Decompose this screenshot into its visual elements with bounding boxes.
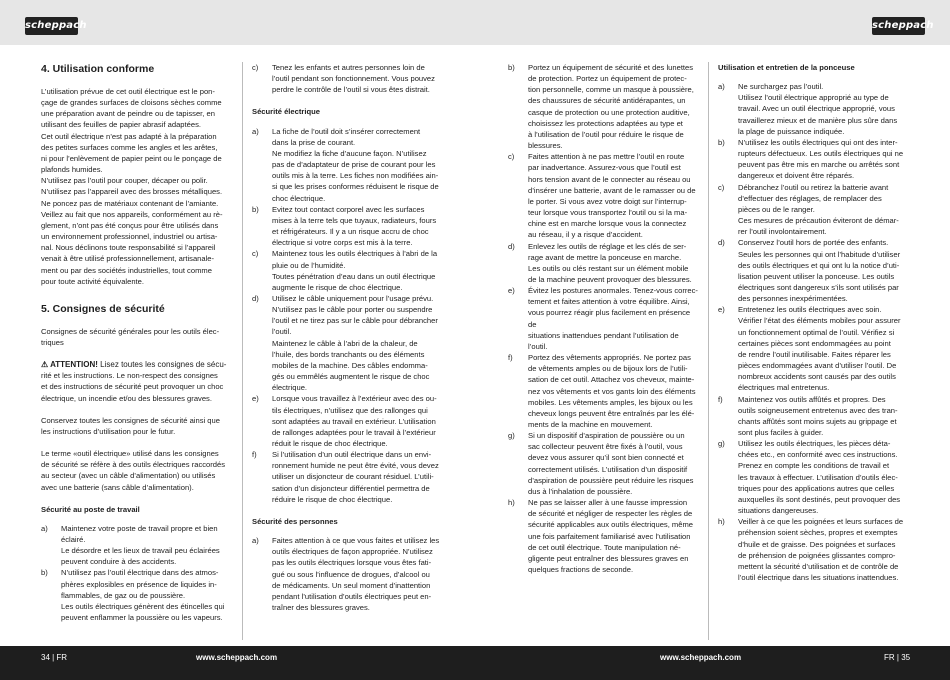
list-marker: d) xyxy=(508,241,515,251)
text-line: choisissez les protections adaptées au type et xyxy=(528,118,683,128)
text-line: de vêtements amples ou de bijoux lors de l’utili- xyxy=(528,364,688,374)
list-item xyxy=(508,241,700,286)
list-marker: b) xyxy=(718,137,725,147)
text-line: au réseau, il y a risque d’accident. xyxy=(528,230,643,240)
text-line: Les outils électriques génèrent des étincelles qui xyxy=(61,601,225,611)
text-line: sation de cet outil. Attachez vos cheveux, mainte- xyxy=(528,375,695,385)
list-item xyxy=(508,285,700,352)
text-line: peuvent pas être mis en marche ou arrêtés sont xyxy=(738,160,900,170)
text-line: travail. Avec un outil électrique approprié, vous xyxy=(738,104,895,114)
text-line: Ne pas se laisser aller à une fausse impression xyxy=(528,498,688,508)
text-line: des outils électriques et qui ont lu la notice d’uti- xyxy=(738,260,900,270)
text-line: de protection. Portez un équipement de protec- xyxy=(528,74,687,84)
text-line: plafonds humides. xyxy=(41,165,103,175)
list-item-text xyxy=(272,535,444,613)
text-line: nez vos vêtements et vos gants loin des éléments xyxy=(528,386,696,396)
list-item xyxy=(252,393,444,449)
warning-text: Lisez toutes les consignes de sécu- xyxy=(97,360,227,370)
text-line: Prenez en compte les conditions de travail et xyxy=(738,461,890,471)
text-line: pièces ou de le ranger. xyxy=(738,204,815,214)
page-number-left: 34 | FR xyxy=(41,653,68,662)
list-item-text xyxy=(272,393,444,449)
list-marker: f) xyxy=(252,450,257,460)
text-line: Maintenez votre poste de travail propre et bien xyxy=(61,523,218,533)
spacer xyxy=(41,348,233,359)
text-line: de la machine peuvent provoquer des blessures. xyxy=(528,274,692,284)
list-item xyxy=(718,182,910,238)
list-item-text xyxy=(528,430,700,497)
text-line: La fiche de l’outil doit s’insérer correctement xyxy=(272,126,421,136)
list-item-text xyxy=(528,151,700,240)
text-line: les instructions d’utilisation pour le futur. xyxy=(41,426,176,436)
text-line: le porter. Si vous avez votre doigt sur l’interrup- xyxy=(528,196,687,206)
text-line: N’utilisez pas l’appareil avec des brosses métalliques. xyxy=(41,187,223,197)
list-marker: f) xyxy=(508,353,513,363)
text-line: éclairé. xyxy=(61,535,86,544)
list-item xyxy=(41,567,233,623)
list-item-text xyxy=(272,126,444,204)
text-line: Veillez au fait que nos appareils, conformément au rè- xyxy=(41,209,223,219)
text-line: Veiller à ce que les poignées et leurs surfaces de xyxy=(738,517,904,527)
list-item xyxy=(718,438,910,516)
text-line: L’utilisation prévue de cet outil électrique est le pon- xyxy=(41,87,215,96)
list-marker: e) xyxy=(252,394,259,404)
text-line: Ne surchargez pas l’outil. xyxy=(738,82,824,92)
text-line: Le désordre et les lieux de travail peu éclairées xyxy=(61,546,220,556)
list-marker: e) xyxy=(718,305,725,315)
text-line: triques xyxy=(41,337,64,347)
list-item-text xyxy=(738,438,910,516)
list-item-text xyxy=(738,182,910,238)
list-marker: c) xyxy=(252,249,259,259)
text-line: tement et faites attention à votre équilibre. Ainsi, xyxy=(528,297,690,307)
list-item xyxy=(718,304,910,393)
section-heading: 4. Utilisation conforme xyxy=(41,63,155,75)
list-item xyxy=(508,352,700,430)
section-heading: 5. Consignes de sécurité xyxy=(41,302,165,315)
list-item xyxy=(252,535,444,613)
text-line: ment ou par des sociétés industrielles, tout comme xyxy=(41,265,212,275)
text-line: Utilisez l’outil électrique approprié au type de xyxy=(738,93,889,103)
text-line: l’outil électrique dans les situations inattendues. xyxy=(738,573,899,583)
list-item xyxy=(252,449,444,505)
list-item-text xyxy=(738,394,910,439)
text-line: mettent la sécurité d’utilisation et de contrôle de xyxy=(738,561,899,571)
text-line: nombreux accidents sont causés par des outils xyxy=(738,372,896,382)
list-marker: d) xyxy=(252,293,259,303)
text-line: outils mis à la terre. Les fiches non modifiées ain- xyxy=(272,171,439,181)
spacer xyxy=(41,493,233,504)
list-item xyxy=(718,81,910,137)
text-line: des personnes inexpérimentées. xyxy=(738,294,848,304)
list-item-text xyxy=(528,241,700,286)
text-line: ronnement humide ne peut être évité, vous devez xyxy=(272,461,439,471)
list-marker: c) xyxy=(252,63,259,72)
text-line: gué ou sous l’influence de drogues, d’alcool ou xyxy=(272,569,430,579)
text-line: outils électriques de façon appropriée. N’utilisez xyxy=(272,547,433,557)
text-line: chine est en marche lorsque vous la connectez xyxy=(528,219,687,229)
text-line: pour toute activité équivalente. xyxy=(41,276,145,286)
subsection-heading: Utilisation et entretien de la ponceuse xyxy=(718,63,855,72)
text-line: phères explosibles en présence de liquides in- xyxy=(61,579,217,589)
list-marker: d) xyxy=(718,238,725,248)
column-4 xyxy=(718,62,910,583)
list-item xyxy=(718,394,910,439)
text-line: électrique. xyxy=(272,383,308,393)
text-line: d’insérer une batterie, avant de le ramasser ou de xyxy=(528,185,696,195)
list-item-text xyxy=(738,137,910,182)
text-line: ni pour l’enlèvement de papier peint ou le ponçage de xyxy=(41,153,222,163)
text-line: à l’utilisation de l’outil pour réduire le risque de xyxy=(528,129,684,139)
list-item-text xyxy=(528,62,700,151)
text-line: perdre le contrôle de l’outil si vous êtes distrait. xyxy=(272,85,430,95)
text-line: Débranchez l’outil ou retirez la batterie avant xyxy=(738,182,889,192)
text-line: réduit le risque de choc électrique. xyxy=(272,439,388,448)
spacer xyxy=(41,404,233,415)
text-line: rer l’outil involontairement. xyxy=(738,227,827,237)
text-line: Faites attention à ce que vous faites et utilisez les xyxy=(272,536,440,546)
list-marker: g) xyxy=(508,431,515,441)
list-item-text xyxy=(738,516,910,583)
text-line: nal. Nous déclinons toute responsabilité si l’appareil xyxy=(41,243,216,253)
list-item-text xyxy=(61,523,233,568)
list-marker: c) xyxy=(718,182,725,192)
list-marker: a) xyxy=(41,523,48,533)
list-item xyxy=(252,126,444,204)
text-line: électrique, un incendie et/ou des blessures graves. xyxy=(41,393,212,403)
text-line: sont adaptées au travail en extérieur. L’utilisation xyxy=(272,416,436,426)
text-line: pendant l’utilisation d’outils électriques peut en- xyxy=(272,591,432,601)
text-line: des petites surfaces comme les angles et les arêtes, xyxy=(41,142,218,152)
text-line: une fois parfaitement familiarisé avec l’utilisation xyxy=(528,531,691,541)
list-marker: b) xyxy=(41,568,48,578)
text-line: de sécurité se réfère à des outils électriques raccordés xyxy=(41,460,226,470)
text-line: venait à être utilisé professionnellement, artisanale- xyxy=(41,254,215,264)
text-line: N’utilisez pas le câble pour porter ou suspendre xyxy=(272,305,433,315)
text-line: Evitez tout contact corporel avec les surfaces xyxy=(272,204,425,214)
list-item-text xyxy=(272,204,444,249)
page-number-right: FR | 35 xyxy=(884,653,911,662)
text-line: dans la prise de courant. xyxy=(272,137,356,147)
list-item xyxy=(718,137,910,182)
text-line: Lorsque vous travaillez à l’extérieur avec des ou- xyxy=(272,394,437,404)
warning-label: ⚠ ATTENTION! xyxy=(41,360,98,370)
list-item xyxy=(252,204,444,249)
list-marker: a) xyxy=(252,536,259,546)
website-url-right[interactable]: www.scheppach.com xyxy=(660,653,742,662)
list-item-text xyxy=(738,81,910,137)
list-marker: e) xyxy=(508,286,515,296)
text-line: dangereux et doivent être réparés. xyxy=(738,171,855,181)
text-line: si que les prises conformes réduisent le risque de xyxy=(272,182,439,192)
text-line: flammables, de gaz ou de poussière. xyxy=(61,590,186,600)
subsection-heading: Sécurité électrique xyxy=(252,107,320,117)
text-line: d’effectuer des réglages, de remplacer des xyxy=(738,193,882,203)
column-3 xyxy=(508,62,700,575)
text-line: Ces mesures de précaution éviteront de démar- xyxy=(738,216,899,226)
list-item-text xyxy=(528,352,700,430)
text-line: pas de d’adaptateur de prise de courant pour les xyxy=(272,160,436,170)
text-line: au secteur (avec un câble d’alimentation) ou utilisés xyxy=(41,471,216,481)
text-line: Toutes pénétration d’eau dans un outil électrique xyxy=(272,271,436,281)
column-2 xyxy=(252,62,444,613)
list-marker: c) xyxy=(508,152,515,162)
text-line: outils soigneusement entretenus avec des tran- xyxy=(738,405,898,415)
text-line: sation d’un disjoncteur différentiel permettra de xyxy=(272,483,430,493)
text-line: une préparation avant de peindre ou de tapisser, en xyxy=(41,109,215,119)
text-line: de sécurité et négliger de respecter les règles de xyxy=(528,509,693,519)
text-line: traîner des blessures graves. xyxy=(272,603,370,613)
text-line: N’utilisez pas l’outil pour couper, décaper ou polir. xyxy=(41,176,208,186)
text-line: avec une batterie (sans câble d’alimentation). xyxy=(41,482,194,492)
text-line: casque de protection ou une protection auditive, xyxy=(528,107,690,117)
text-line: la plage de puissance indiquée. xyxy=(738,126,845,136)
text-line: Cet outil électrique n’est pas adapté à la préparation xyxy=(41,131,217,141)
text-line: pas les outils électriques lorsque vous êtes fati- xyxy=(272,558,432,568)
text-line: Si l’utilisation d’un outil électrique dans un envi- xyxy=(272,450,432,460)
text-line: réduire le risque de choc électrique. xyxy=(272,494,393,504)
text-line: et réfrigérateurs. Il y a un risque accru de choc xyxy=(272,227,429,237)
text-line: Portez un équipement de sécurité et des lunettes xyxy=(528,63,694,72)
list-item xyxy=(252,248,444,293)
text-line: utiliser un disjoncteur de courant résiduel. L’utili- xyxy=(272,472,434,482)
text-line: gés ou emmêlés augmentent le risque de choc xyxy=(272,372,430,382)
text-line: Ne poncez pas de matériaux contenant de l’amiante. xyxy=(41,198,219,208)
spacer xyxy=(252,95,444,106)
text-line: sécurité applicables aux outils électriques, même xyxy=(528,520,694,530)
text-line: un fonctionnement optimal de l’outil. Vérifiez si xyxy=(738,327,895,337)
subsection-heading: Sécurité au poste de travail xyxy=(41,504,140,514)
column-divider xyxy=(708,62,709,640)
text-line: l’outil et ne tirez pas sur le câble pour débrancher xyxy=(272,316,438,326)
text-line: vous pourrez réagir plus facilement en présence de xyxy=(528,308,691,329)
text-line: Tenez les enfants et autres personnes loin de xyxy=(272,63,425,72)
text-line: de cet outil électrique. Toute manipulation né- xyxy=(528,542,681,552)
text-line: de rallonges adaptées pour le travail à l’extérieur xyxy=(272,427,436,437)
list-marker: g) xyxy=(718,439,725,449)
list-item xyxy=(252,293,444,393)
text-line: Le terme «outil électrique» utilisé dans les consignes xyxy=(41,449,219,459)
text-line: correctement utilisés. L’utilisation d’un dispositif xyxy=(528,464,688,474)
text-line: électriques mal entretenus. xyxy=(738,383,830,393)
list-item-text xyxy=(272,449,444,505)
text-line: et des instructions de sécurité peut provoquer un choc xyxy=(41,382,224,392)
text-line: quelques fractions de seconde. xyxy=(528,565,634,575)
text-line: Conservez l’outil hors de portée des enfants. xyxy=(738,238,889,248)
text-line: lisation peuvent utiliser la ponceuse. Les outils xyxy=(738,271,895,281)
list-item-text xyxy=(61,567,233,623)
text-line: pièces endommagées avant d’utiliser l’outil. De xyxy=(738,361,897,371)
list-item-text xyxy=(272,293,444,393)
text-line: pluie ou de l’humidité. xyxy=(272,260,346,270)
list-item-text xyxy=(528,497,700,575)
text-line: sont plus faciles à guider. xyxy=(738,428,824,437)
text-line: Maintenez tous les outils électriques à l’abri de la xyxy=(272,249,438,259)
brand-logo-right: scheppach xyxy=(872,17,925,35)
text-line: préhension soient sèches, propres et exemptes xyxy=(738,528,898,538)
text-line: de médicaments. Un seul moment d’inattention xyxy=(272,580,431,590)
text-line: par inadvertance. Assurez-vous que l’outil est xyxy=(528,163,681,173)
list-item-text xyxy=(738,304,910,393)
text-line: triques pour des applications autres que celles xyxy=(738,483,895,493)
text-line: teur lorsque vous transportez l’outil ou si la ma- xyxy=(528,208,688,218)
text-line: des chaussures de sécurité antidérapantes, un xyxy=(528,96,686,106)
text-line: d’huile et de graisse. Des poignées et surfaces xyxy=(738,539,896,549)
text-line: blessures. xyxy=(528,141,563,151)
text-line: Évitez les postures anormales. Tenez-vous correc- xyxy=(528,286,698,296)
list-item xyxy=(508,151,700,240)
text-line: l’outil pendant son fonctionnement. Vous pouvez xyxy=(272,74,435,84)
text-line: hors tension avant de le connecter au réseau ou xyxy=(528,174,691,184)
text-line: Utilisez le câble uniquement pour l’usage prévu. xyxy=(272,293,434,303)
text-line: Portez des vêtements appropriés. Ne portez pas xyxy=(528,353,691,363)
list-marker: a) xyxy=(252,126,259,136)
list-marker: h) xyxy=(508,498,515,508)
text-line: situations dangereuses. xyxy=(738,506,819,516)
text-line: N’utilisez pas l’outil électrique dans des atmos- xyxy=(61,568,219,578)
text-line: certaines pièces sont endommagées au point xyxy=(738,338,891,348)
text-line: Utilisez les outils électriques, les pièces déta- xyxy=(738,439,891,449)
text-line: rité et les instructions. Le non-respect des consignes xyxy=(41,371,218,381)
text-line: un environnement professionnel, industriel ou artisa- xyxy=(41,232,218,242)
text-line: peuvent enflammer la poussière ou les vapeurs. xyxy=(61,613,223,623)
list-item-text xyxy=(528,285,700,352)
text-line: tion personnelle, comme un masque à poussière, xyxy=(528,85,694,95)
text-line: Faites attention à ne pas mettre l’outil en route xyxy=(528,152,685,162)
text-line: Ne modifiez la fiche d’aucune façon. N’utilisez xyxy=(272,148,427,158)
list-item xyxy=(508,497,700,575)
spacer xyxy=(41,437,233,448)
text-line: Maintenez le câble à l’abri de la chaleur, de xyxy=(272,338,418,348)
text-line: mobiles de la machine. Des câbles endomma- xyxy=(272,360,428,370)
subsection-heading: Sécurité des personnes xyxy=(252,516,338,526)
text-line: auxquelles ils sont destinés, peut provoquer des xyxy=(738,494,901,504)
text-line: électrique si votre corps est mis à la terre. xyxy=(272,238,413,248)
text-line: glement, n’ont pas été conçus pour être utilisés dans xyxy=(41,220,219,230)
header-bar xyxy=(0,0,950,45)
text-line: çage de grandes surfaces de cloisons sèches comme xyxy=(41,98,222,108)
text-line: augmente le risque de choc électrique. xyxy=(272,282,403,292)
text-line: Consignes de sécurité générales pour les outils élec- xyxy=(41,326,220,336)
column-divider xyxy=(242,62,243,640)
text-line: sac collecteur peuvent être fixés à l’outil, vous xyxy=(528,442,683,452)
list-marker: b) xyxy=(508,63,515,72)
list-marker: h) xyxy=(718,517,725,527)
list-item-text xyxy=(738,237,910,304)
list-item xyxy=(718,516,910,583)
text-line: Les outils ou clés restant sur un élément mobile xyxy=(528,263,689,273)
text-line: chants affûtés sont moins sujets au grippage et xyxy=(738,416,897,426)
text-line: mises à la terre tels que tuyaux, radiateurs, fours xyxy=(272,215,437,225)
text-line: rage avant de mettre la ponceuse en marche. xyxy=(528,252,682,262)
text-line: Seules les personnes qui ont l’habitude d’utiliser xyxy=(738,249,901,259)
list-item xyxy=(508,62,700,151)
text-line: Entretenez les outils électriques avec soin. xyxy=(738,305,882,315)
text-line: peuvent conduire à des accidents. xyxy=(61,557,177,567)
text-line: mobiles. Les vêtements amples, les bijoux ou les xyxy=(528,397,693,407)
warning-line xyxy=(41,359,233,370)
text-line: Si un dispositif d’aspiration de poussière ou un xyxy=(528,431,685,441)
text-line: gligente peut entraîner des blessures graves en xyxy=(528,553,689,563)
text-line: cheveux longs peuvent être entraînés par les élé- xyxy=(528,408,695,418)
list-item xyxy=(508,430,700,497)
text-line: Maintenez vos outils affûtés et propres. Des xyxy=(738,394,886,404)
column-1 xyxy=(41,62,233,623)
text-line: d’aspiration de poussière peut réduire les risques xyxy=(528,475,694,485)
text-line: N’utilisez les outils électriques qui ont des inter- xyxy=(738,137,898,147)
list-marker: b) xyxy=(252,204,259,214)
text-line: rupteurs défectueux. Les outils électriques qui ne xyxy=(738,149,904,159)
text-line: de préhension de poignées glissantes compro- xyxy=(738,550,896,560)
text-line: travaillerez mieux et de manière plus sûre dans xyxy=(738,115,898,125)
list-marker: f) xyxy=(718,394,723,404)
text-line: de rendre l’outil inutilisable. Faites réparer les xyxy=(738,349,891,359)
spacer xyxy=(252,505,444,516)
text-line: utilisant des feuilles de papier abrasif adaptées. xyxy=(41,120,201,130)
text-line: choc électrique. xyxy=(272,193,326,203)
text-line: dus à l’inhalation de poussière. xyxy=(528,486,633,496)
text-line: situations inattendues pendant l’utilisation de l’outil. xyxy=(528,330,679,351)
spacer xyxy=(41,287,233,302)
website-url-left[interactable]: www.scheppach.com xyxy=(196,653,278,662)
text-line: ments de la machine en mouvement. xyxy=(528,420,653,429)
list-item-text xyxy=(272,248,444,293)
brand-logo-left: scheppach xyxy=(25,17,78,35)
text-line: devez vous assurer qu’il sont bien connecté et xyxy=(528,453,684,463)
list-item xyxy=(718,237,910,304)
text-line: Conservez toutes les consignes de sécurité ainsi que xyxy=(41,415,220,425)
text-line: chées etc., en conformité avec ces instructions. xyxy=(738,450,898,460)
text-line: l’outil. xyxy=(272,327,292,337)
list-item xyxy=(252,62,444,95)
list-marker: a) xyxy=(718,82,725,92)
footer-bar xyxy=(0,646,950,680)
list-item-text xyxy=(272,62,444,95)
text-line: l’huile, des bords tranchants ou des éléments xyxy=(272,349,425,359)
text-line: les travaux à effectuer. L’utilisation d’outils élec- xyxy=(738,472,898,482)
text-line: Enlevez les outils de réglage et les clés de ser- xyxy=(528,241,687,251)
text-line: électriques sont dangereux s’ils sont utilisés par xyxy=(738,282,899,292)
list-item xyxy=(41,523,233,568)
text-line: Vérifier l’état des éléments mobiles pour assurer xyxy=(738,316,901,326)
text-line: tils électriques, n’utilisez que des rallonges qui xyxy=(272,405,428,415)
